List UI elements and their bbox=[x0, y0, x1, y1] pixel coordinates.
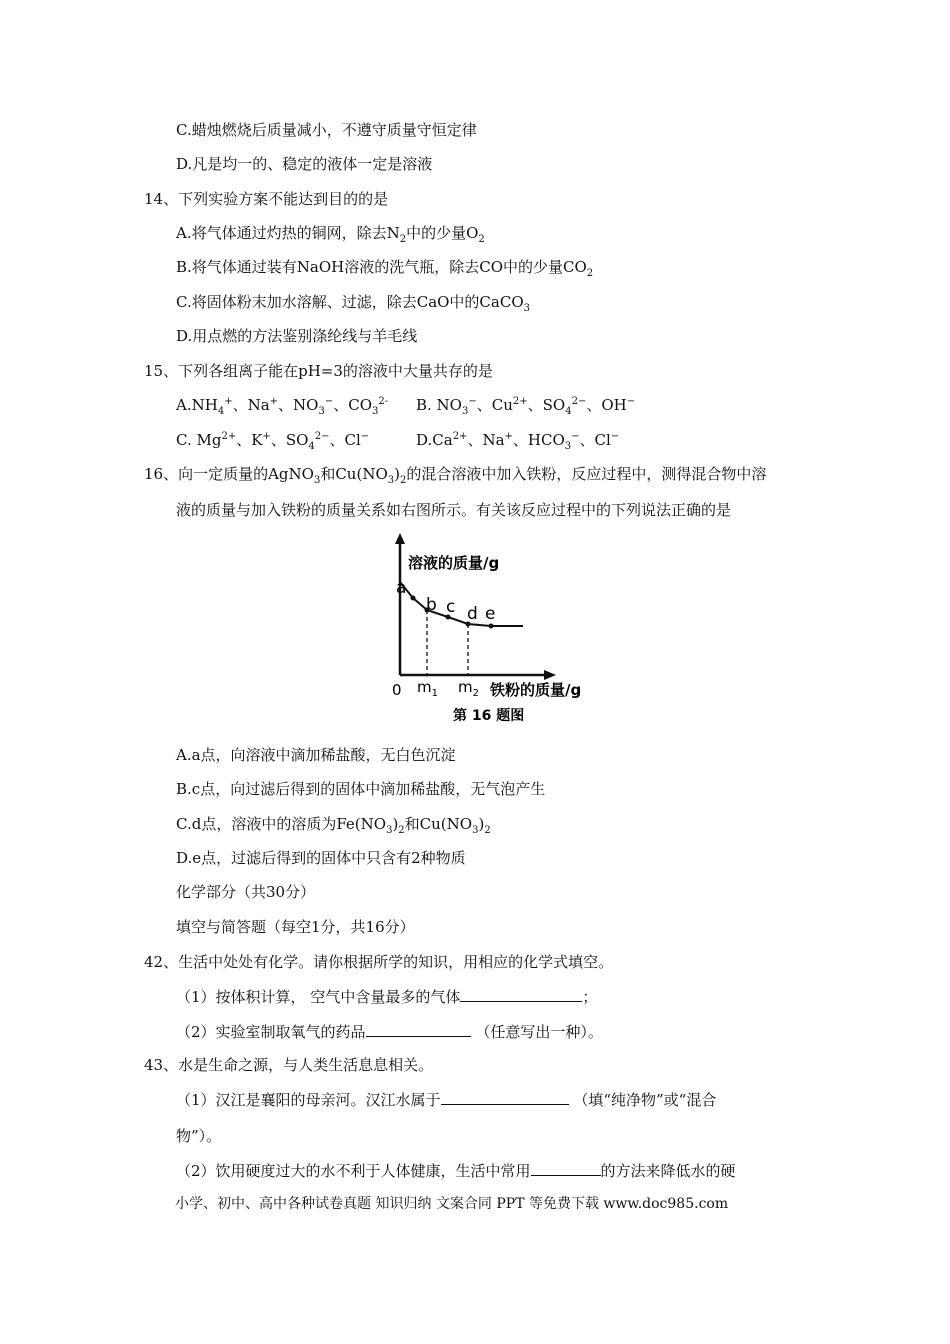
q14-option-a: A.将气体通过灼热的铜网，除去$N_2$中的少量$O_2$ bbox=[176, 224, 485, 245]
x-tick-m1: $m_1$ bbox=[417, 678, 438, 699]
q16-stem-line2: 液的质量与加入铁粉的质量关系如右图所示。有关该反应过程中的下列说法正确的是 bbox=[176, 501, 732, 519]
q13-option-c: C.蜡烛燃烧后质量减小，不遵守质量守恒定律 bbox=[176, 121, 477, 139]
answer-blank[interactable] bbox=[441, 1089, 569, 1105]
q43-part1-cont: 物”）。 bbox=[176, 1127, 222, 1145]
q16-option-c: C.d点，溶液中的溶质为$Fe(NO_3)_2$和$Cu(NO_3)_2$ bbox=[176, 815, 491, 836]
q43-part1: （1）汉江是襄阳的母亲河。汉江水属于 （填“纯净物”或“混合 bbox=[176, 1091, 717, 1109]
q42-stem: 42、生活中处处有化学。请你根据所学的知识，用相应的化学式填空。 bbox=[144, 953, 614, 971]
q43-stem: 43、水是生命之源，与人类生活息息相关。 bbox=[144, 1056, 434, 1074]
q43-part2: （2）饮用硬度过大的水不利于人体健康，生活中常用 的方法来降低水的硬 bbox=[176, 1162, 736, 1180]
q14-option-b: B.将气体通过装有NaOH溶液的洗气瓶，除去CO中的少量$CO_2$ bbox=[176, 258, 594, 279]
point-label-d: d bbox=[467, 604, 478, 624]
q15-option-d: $D.Ca^{2+}$、Na+、$HCO_3^-$、Cl− bbox=[416, 431, 620, 452]
q16-figure bbox=[378, 530, 618, 730]
q42-part1: （1）按体积计算， 空气中含量最多的气体 ； bbox=[176, 988, 598, 1006]
section-subtitle: 填空与简答题（每空1分，共16分） bbox=[176, 918, 415, 936]
q42-part2: （2）实验室制取氧气的药品 （任意写出一种）。 bbox=[176, 1023, 603, 1041]
figure-caption: 第 16 题图 bbox=[453, 708, 525, 724]
q15-option-c: C. $Mg^{2+}$、K+、$SO_4^{2-}$、Cl− bbox=[176, 431, 370, 452]
x-axis-label: 铁粉的质量/g bbox=[490, 681, 582, 699]
q14-option-d: D.用点燃的方法鉴别涤纶线与羊毛线 bbox=[176, 327, 418, 345]
y-axis-arrow bbox=[395, 533, 405, 544]
y-axis-label: 溶液的质量/g bbox=[408, 554, 500, 572]
q14-stem: 14、下列实验方案不能达到目的的是 bbox=[144, 190, 389, 208]
point-a bbox=[411, 596, 416, 601]
q16-option-a: A.a点，向溶液中滴加稀盐酸，无白色沉淀 bbox=[176, 746, 456, 764]
x-tick-m2: $m_2$ bbox=[458, 678, 479, 699]
page-footer: 小学、初中、高中各种试卷真题 知识归纳 文案合同 PPT 等免费下载 www.doc985.com bbox=[175, 1196, 729, 1212]
x-axis-arrow bbox=[544, 670, 556, 680]
answer-blank[interactable] bbox=[366, 1021, 471, 1037]
answer-blank[interactable] bbox=[531, 1160, 601, 1176]
q16-stem-line1: 16、向一定质量的AgNO$_3$和$Cu(NO_3)_2$的混合溶液中加入铁粉，反应过程中，测得混合物中溶 bbox=[144, 465, 767, 486]
point-label-b: b bbox=[426, 595, 437, 615]
point-label-e: e bbox=[485, 604, 496, 624]
answer-blank[interactable] bbox=[460, 986, 582, 1002]
origin-label: 0 bbox=[392, 681, 402, 699]
q13-option-d: D.凡是均一的、稳定的液体一定是溶液 bbox=[176, 155, 433, 173]
q15-option-a: $A.NH_4^+$、Na+、$NO_3^-$、$CO_3^{2-}$ bbox=[176, 396, 389, 417]
point-label-a: a bbox=[396, 578, 407, 598]
point-e bbox=[489, 624, 494, 629]
point-label-c: c bbox=[446, 597, 456, 617]
series-line bbox=[400, 582, 523, 626]
section-title: 化学部分（共30分） bbox=[176, 883, 316, 901]
q16-option-b: B.c点，向过滤后得到的固体中滴加稀盐酸，无气泡产生 bbox=[176, 780, 546, 798]
q15-stem: 15、下列各组离子能在pH=3的溶液中大量共存的是 bbox=[144, 362, 493, 380]
q16-option-d: D.e点，过滤后得到的固体中只含有2种物质 bbox=[176, 849, 466, 867]
q14-option-c: C.将固体粉末加水溶解、过滤，除去CaO中的CaCO$_3$ bbox=[176, 293, 530, 314]
q15-option-b: B. $NO_3^-$、$Cu^{2+}$、$SO_4^{2-}$、OH− bbox=[416, 396, 636, 417]
